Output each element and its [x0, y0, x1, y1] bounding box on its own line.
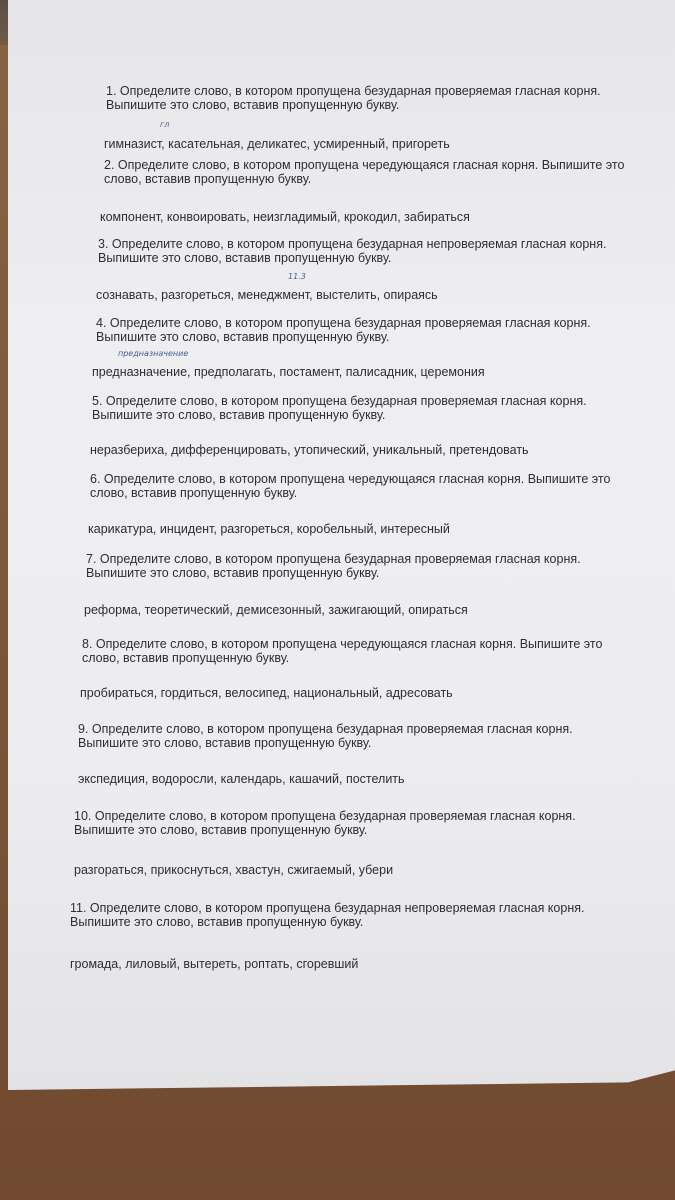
- task-11-words: громада, лиловый, вытереть, роптать, сгоревший: [70, 957, 359, 971]
- handwritten-note-1: гл: [160, 120, 170, 129]
- task-1-words: гимназист, касательная, деликатес, усмиренный, пригореть: [104, 137, 450, 151]
- task-8-prompt: 8. Определите слово, в котором пропущена чередующаяся гласная корня. Выпишите это слово, вставив пропущенную букву.: [82, 637, 603, 665]
- task-5-words: неразбериха, дифференцировать, утопический, уникальный, претендовать: [90, 443, 529, 457]
- task-2-prompt: 2. Определите слово, в котором пропущена чередующаяся гласная корня. Выпишите это слово, вставив пропущенную букву.: [104, 158, 625, 186]
- task-6-prompt: 6. Определите слово, в котором пропущена чередующаяся гласная корня. Выпишите это слово, вставив пропущенную букву.: [90, 472, 611, 500]
- task-7-prompt: 7. Определите слово, в котором пропущена безударная проверяемая гласная корня. Выпишите это слово, вставив пропущенную букву.: [86, 552, 581, 580]
- task-5-prompt: 5. Определите слово, в котором пропущена безударная проверяемая гласная корня. Выпишите это слово, вставив пропущенную букву.: [92, 394, 587, 422]
- task-9-words: экспедиция, водоросли, календарь, кашачий, постелить: [78, 772, 405, 786]
- task-9-prompt: 9. Определите слово, в котором пропущена безударная проверяемая гласная корня. Выпишите это слово, вставив пропущенную букву.: [78, 722, 573, 750]
- task-3-words: сознавать, разгореться, менеджмент, выстелить, опираясь: [96, 288, 438, 302]
- task-11-prompt: 11. Определите слово, в котором пропущена безударная непроверяемая гласная корня. Выпишите это слово, вставив пропущенную букву.: [70, 901, 585, 929]
- task-4-prompt: 4. Определите слово, в котором пропущена безударная проверяемая гласная корня. Выпишите это слово, вставив пропущенную букву.: [96, 316, 591, 344]
- handwritten-note-4: предназначение: [118, 349, 189, 358]
- task-4-words: предназначение, предполагать, постамент, палисадник, церемония: [92, 365, 485, 379]
- task-10-prompt: 10. Определите слово, в котором пропущена безударная проверяемая гласная корня. Выпишите это слово, вставив пропущенную букву.: [74, 809, 576, 837]
- task-8-words: пробираться, гордиться, велосипед, национальный, адресовать: [80, 686, 453, 700]
- task-6-words: карикатура, инцидент, разгореться, коробельный, интересный: [88, 522, 450, 536]
- task-7-words: реформа, теоретический, демисезонный, зажигающий, опираться: [84, 603, 468, 617]
- task-1-prompt: 1. Определите слово, в котором пропущена безударная проверяемая гласная корня. Выпишите это слово, вставив пропущенную букву.: [106, 84, 601, 112]
- task-10-words: разгораться, прикоснуться, хвастун, сжигаемый, убери: [74, 863, 394, 877]
- handwritten-note-3: 11.3: [288, 272, 306, 281]
- task-3-prompt: 3. Определите слово, в котором пропущена безударная непроверяемая гласная корня. Выпишите это слово, вставив пропущенную букву.: [98, 237, 607, 265]
- task-2-words: компонент, конвоировать, неизгладимый, крокодил, забираться: [100, 210, 470, 224]
